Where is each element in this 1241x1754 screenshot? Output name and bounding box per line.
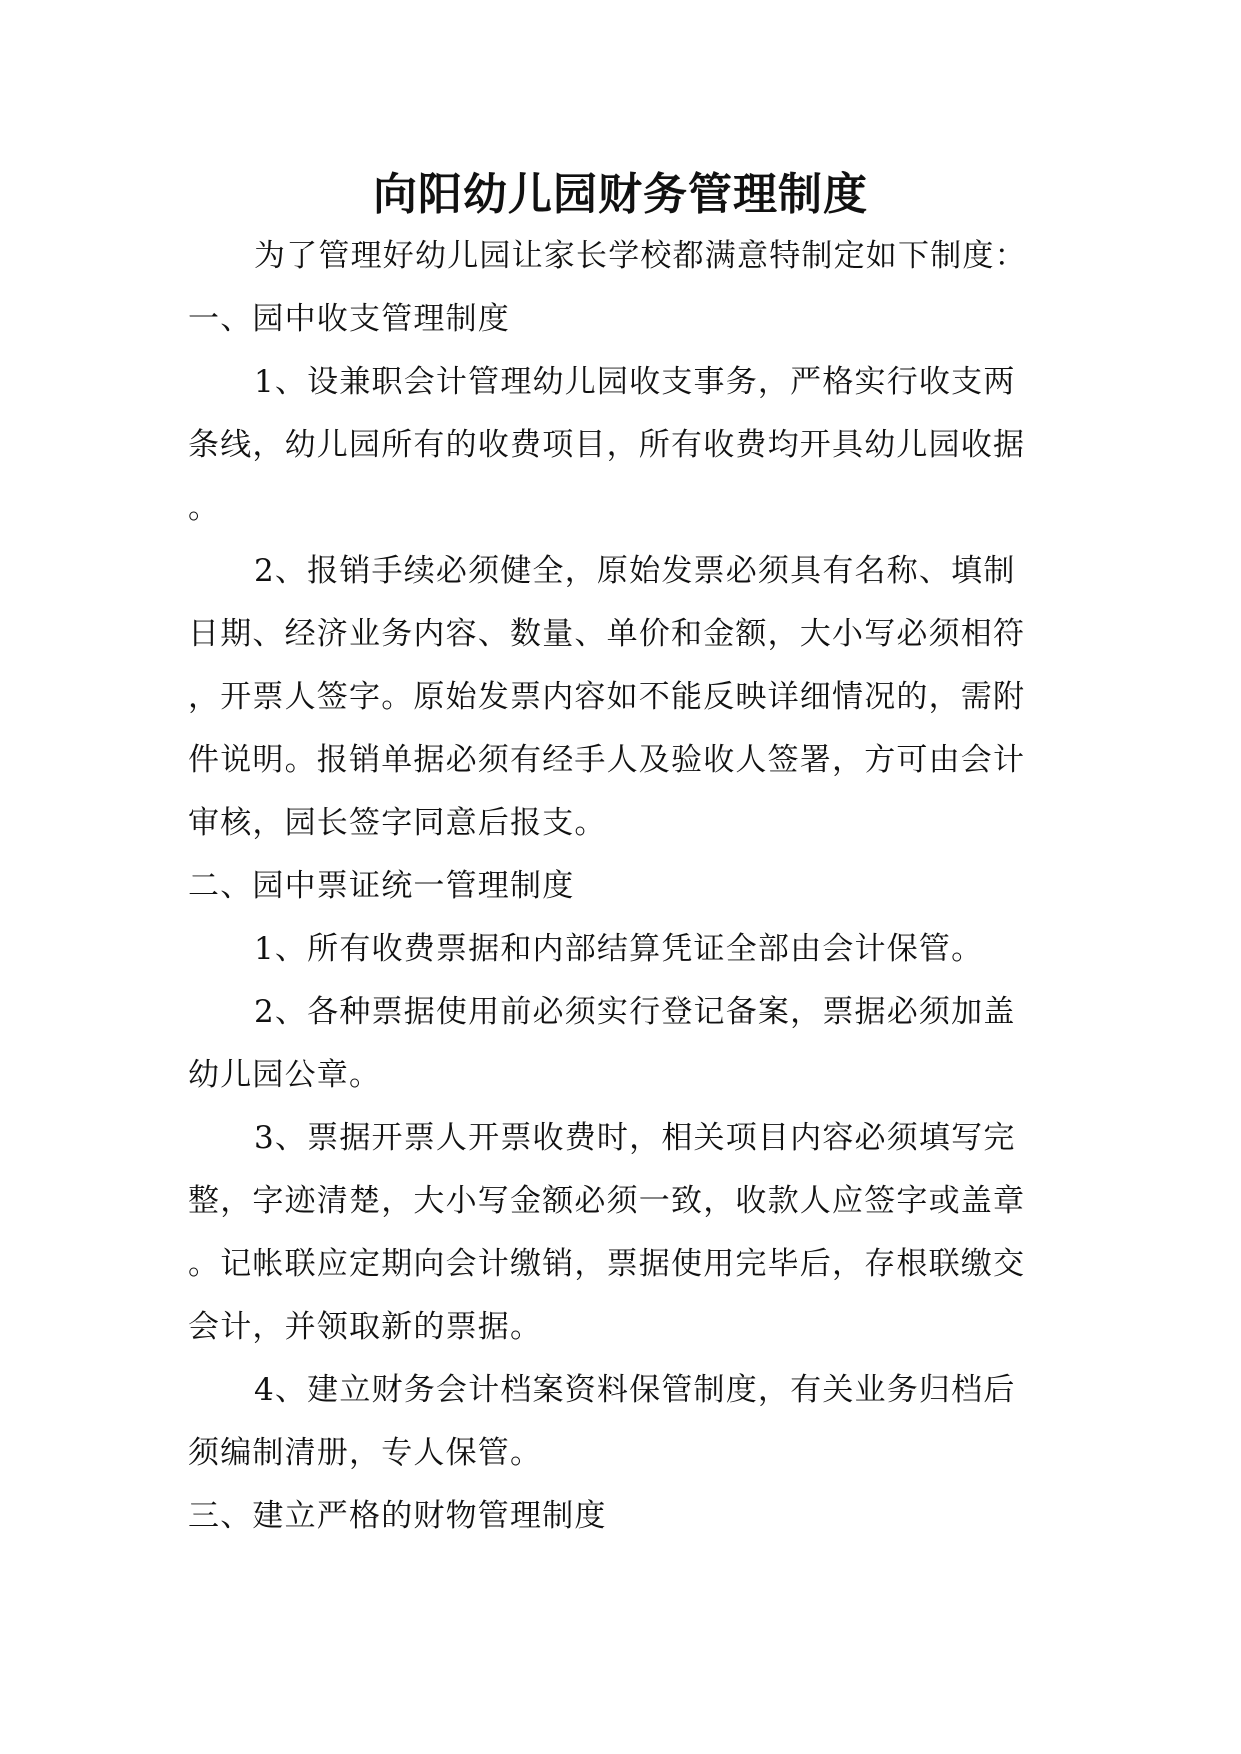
paragraph-line: 2、报销手续必须健全，原始发票必须具有名称、填制 <box>254 553 1016 589</box>
paragraph-line: 幼儿园公章。 <box>188 1057 382 1093</box>
paragraph-line: 条线，幼儿园所有的收费项目，所有收费均开具幼儿园收据 <box>188 427 1026 463</box>
paragraph-line: 件说明。报销单据必须有经手人及验收人签署，方可由会计 <box>188 742 1026 778</box>
paragraph-line: 须编制清册，专人保管。 <box>188 1435 543 1471</box>
paragraph-line: 4、建立财务会计档案资料保管制度，有关业务归档后 <box>254 1372 1016 1408</box>
document-body <box>188 225 1058 1548</box>
paragraph-line: 会计，并领取新的票据。 <box>188 1309 543 1345</box>
paragraph-line: ，开票人签字。原始发票内容如不能反映详细情况的，需附 <box>188 679 1026 715</box>
paragraph-line: 1、设兼职会计管理幼儿园收支事务，严格实行收支两 <box>254 364 1016 400</box>
section-heading-2: 二、园中票证统一管理制度 <box>188 868 575 904</box>
paragraph-line: 。记帐联应定期向会计缴销，票据使用完毕后，存根联缴交 <box>188 1246 1026 1282</box>
intro-paragraph: 为了管理好幼儿园让家长学校都满意特制定如下制度： <box>254 238 1027 274</box>
section-heading-3: 三、建立严格的财物管理制度 <box>188 1498 607 1534</box>
paragraph-line: 日期、经济业务内容、数量、单价和金额，大小写必须相符 <box>188 616 1026 652</box>
paragraph-line: 审核，园长签字同意后报支。 <box>188 805 607 841</box>
page-title: 向阳幼儿园财务管理制度 <box>373 169 868 220</box>
paragraph-line: 2、各种票据使用前必须实行登记备案，票据必须加盖 <box>254 994 1016 1030</box>
paragraph-line: 3、票据开票人开票收费时，相关项目内容必须填写完 <box>254 1120 1016 1156</box>
paragraph-line: 1、所有收费票据和内部结算凭证全部由会计保管。 <box>254 931 984 967</box>
paragraph-line: 整，字迹清楚，大小写金额必须一致，收款人应签字或盖章 <box>188 1183 1026 1219</box>
section-heading-1: 一、园中收支管理制度 <box>188 301 510 337</box>
paragraph-line: 。 <box>188 490 221 526</box>
